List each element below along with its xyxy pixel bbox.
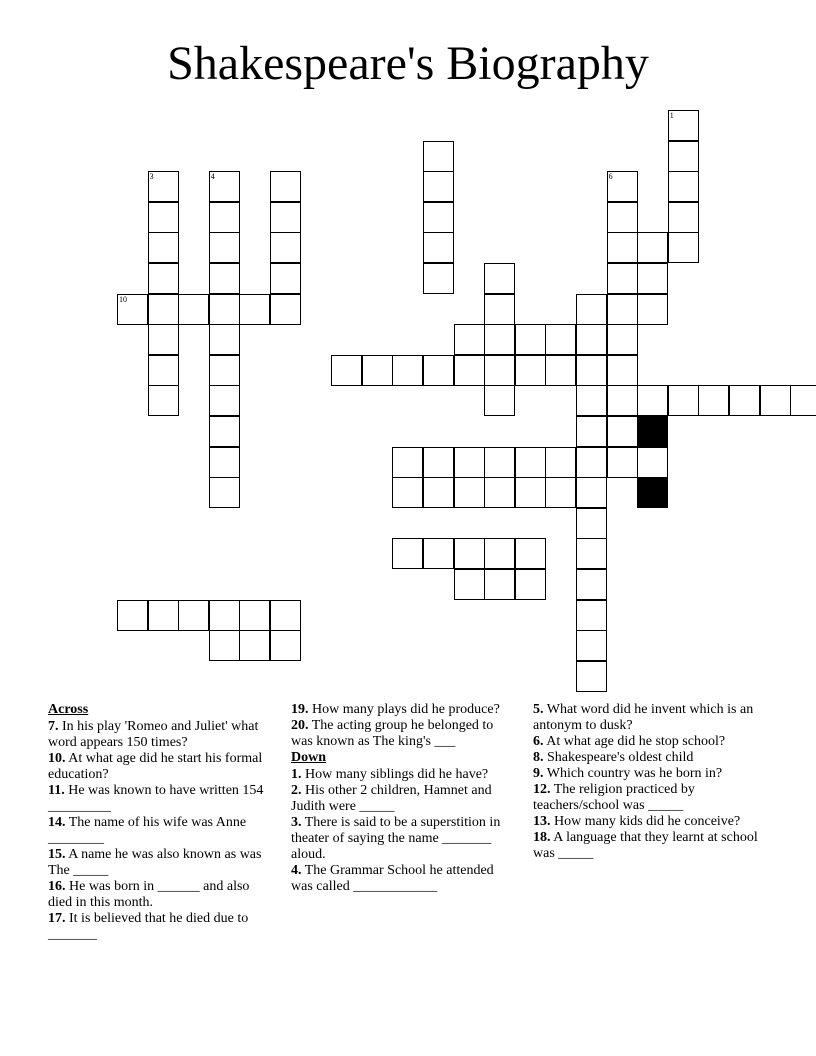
grid-cell[interactable] bbox=[209, 294, 240, 325]
grid-cell[interactable] bbox=[515, 569, 546, 600]
grid-cell[interactable] bbox=[270, 294, 301, 325]
grid-cell[interactable] bbox=[239, 600, 270, 631]
grid-cell[interactable] bbox=[209, 477, 240, 508]
grid-cell[interactable] bbox=[270, 171, 301, 202]
clue-across-20: 20. The acting group he belonged to was known as The king's ___ bbox=[291, 718, 494, 749]
grid-cell[interactable] bbox=[209, 324, 240, 355]
grid-cell[interactable] bbox=[423, 477, 454, 508]
grid-cell[interactable] bbox=[484, 569, 515, 600]
clue-across-15: 15. A name he was also known as was The _____ bbox=[48, 847, 262, 878]
grid-cell[interactable] bbox=[484, 263, 515, 294]
grid-cell[interactable] bbox=[454, 538, 485, 569]
grid-cell[interactable] bbox=[148, 263, 179, 294]
clue-column-2 bbox=[291, 702, 517, 895]
grid-cell[interactable] bbox=[668, 141, 699, 172]
grid-cell[interactable] bbox=[148, 294, 179, 325]
clue-across-17: 17. It is believed that he died due to _______ bbox=[48, 911, 249, 942]
grid-cell[interactable] bbox=[637, 385, 668, 416]
grid-cell[interactable] bbox=[423, 355, 454, 386]
grid-cell[interactable] bbox=[209, 600, 240, 631]
grid-cell[interactable] bbox=[515, 447, 546, 478]
grid-cell[interactable] bbox=[148, 232, 179, 263]
clue-number: 10 bbox=[119, 294, 127, 304]
clue-column-1 bbox=[48, 702, 274, 943]
grid-cell[interactable] bbox=[576, 324, 607, 355]
grid-cell[interactable] bbox=[607, 447, 638, 478]
grid-cell[interactable] bbox=[148, 171, 179, 202]
grid-cell[interactable] bbox=[515, 477, 546, 508]
grid-cell[interactable] bbox=[576, 355, 607, 386]
clue-down-13: 13. How many kids did he conceive? bbox=[533, 814, 741, 829]
grid-cell[interactable] bbox=[607, 232, 638, 263]
grid-cell[interactable] bbox=[607, 324, 638, 355]
grid-cell[interactable] bbox=[576, 447, 607, 478]
clue-down-18: 18. A language that they learnt at school was _____ bbox=[533, 830, 758, 861]
grid-cell[interactable] bbox=[637, 294, 668, 325]
grid-cell[interactable] bbox=[270, 600, 301, 631]
grid-cell[interactable] bbox=[515, 324, 546, 355]
grid-cell[interactable] bbox=[576, 477, 607, 508]
grid-cell[interactable] bbox=[668, 171, 699, 202]
grid-cell[interactable] bbox=[362, 355, 393, 386]
grid-cell[interactable] bbox=[729, 385, 760, 416]
clue-down-12: 12. The religion practiced by teachers/school was _____ bbox=[533, 782, 695, 813]
puzzle-title: Shakespeare's Biography bbox=[167, 37, 649, 90]
clue-number: 4 bbox=[210, 172, 215, 182]
grid-cell[interactable] bbox=[148, 202, 179, 233]
clue-number: 1 bbox=[669, 111, 674, 120]
grid-cell[interactable] bbox=[790, 385, 816, 416]
grid-cell[interactable] bbox=[484, 447, 515, 478]
grid-cell[interactable] bbox=[484, 477, 515, 508]
grid-cell[interactable] bbox=[423, 141, 454, 172]
clue-down-6: 6. At what age did he stop school? bbox=[533, 734, 726, 749]
clue-down-4: 4. The Grammar School he attended was called ____________ bbox=[291, 863, 494, 894]
grid-cell[interactable] bbox=[454, 477, 485, 508]
clue-number: 6 bbox=[608, 172, 613, 182]
grid-cell[interactable] bbox=[668, 385, 699, 416]
grid-cell[interactable] bbox=[209, 630, 240, 661]
grid-cell[interactable] bbox=[117, 294, 148, 325]
grid-cell[interactable] bbox=[484, 355, 515, 386]
clue-down-9: 9. Which country was he born in? bbox=[533, 766, 723, 781]
grid-cell[interactable] bbox=[270, 263, 301, 294]
grid-cell[interactable] bbox=[423, 447, 454, 478]
grid-cell[interactable] bbox=[607, 355, 638, 386]
grid-cell[interactable] bbox=[576, 600, 607, 631]
grid-cell[interactable] bbox=[178, 600, 209, 631]
grid-cell[interactable] bbox=[484, 294, 515, 325]
grid-cell[interactable] bbox=[607, 263, 638, 294]
grid-cell[interactable] bbox=[515, 538, 546, 569]
grid-cell[interactable] bbox=[484, 385, 515, 416]
clue-across-19: 19. How many plays did he produce? bbox=[291, 702, 500, 717]
grid-cell[interactable] bbox=[423, 232, 454, 263]
grid-cell[interactable] bbox=[148, 324, 179, 355]
grid-cell[interactable] bbox=[576, 661, 607, 692]
clue-across-14: 14. The name of his wife was Anne ________ bbox=[48, 815, 247, 846]
grid-cell[interactable] bbox=[545, 324, 576, 355]
grid-cell[interactable] bbox=[209, 355, 240, 386]
down-heading: Down bbox=[291, 750, 327, 765]
grid-cell[interactable] bbox=[576, 538, 607, 569]
grid-cell[interactable] bbox=[331, 355, 362, 386]
grid-cell[interactable] bbox=[209, 447, 240, 478]
grid-cell[interactable] bbox=[209, 416, 240, 447]
grid-cell[interactable] bbox=[576, 569, 607, 600]
blocked-cell bbox=[637, 477, 668, 508]
grid-cell[interactable] bbox=[607, 416, 638, 447]
grid-cell[interactable] bbox=[545, 477, 576, 508]
across-heading: Across bbox=[48, 702, 89, 717]
grid-cell[interactable] bbox=[607, 385, 638, 416]
clue-column-3 bbox=[533, 702, 759, 862]
grid-cell[interactable] bbox=[270, 232, 301, 263]
grid-cell[interactable] bbox=[576, 294, 607, 325]
grid-cell[interactable] bbox=[270, 202, 301, 233]
grid-cell[interactable] bbox=[607, 202, 638, 233]
grid-cell[interactable] bbox=[392, 355, 423, 386]
clue-across-10: 10. At what age did he start his formal education? bbox=[48, 751, 263, 782]
grid-cell[interactable] bbox=[178, 294, 209, 325]
grid-cell[interactable] bbox=[515, 355, 546, 386]
grid-cell[interactable] bbox=[148, 385, 179, 416]
grid-cell[interactable] bbox=[148, 355, 179, 386]
grid-cell[interactable] bbox=[209, 202, 240, 233]
grid-cell[interactable] bbox=[668, 110, 699, 141]
grid-cell[interactable] bbox=[637, 263, 668, 294]
grid-cell[interactable] bbox=[454, 324, 485, 355]
clue-down-5: 5. What word did he invent which is an antonym to dusk? bbox=[533, 702, 754, 733]
grid-cell[interactable] bbox=[117, 600, 148, 631]
grid-cell[interactable] bbox=[209, 263, 240, 294]
clue-across-16: 16. He was born in ______ and also died in this month. bbox=[48, 879, 250, 910]
grid-cell[interactable] bbox=[760, 385, 791, 416]
grid-cell[interactable] bbox=[454, 569, 485, 600]
grid-cell[interactable] bbox=[239, 630, 270, 661]
clue-across-7: 7. In his play 'Romeo and Juliet' what word appears 150 times? bbox=[48, 719, 259, 750]
grid-cell[interactable] bbox=[392, 477, 423, 508]
grid-cell[interactable] bbox=[698, 385, 729, 416]
grid-cell[interactable] bbox=[423, 538, 454, 569]
clue-down-2: 2. His other 2 children, Hamnet and Judith were _____ bbox=[291, 783, 492, 814]
grid-cell[interactable] bbox=[668, 202, 699, 233]
clue-across-11: 11. He was known to have written 154 _________ bbox=[48, 783, 264, 814]
grid-cell[interactable] bbox=[545, 447, 576, 478]
grid-cell[interactable] bbox=[392, 447, 423, 478]
grid-cell[interactable] bbox=[545, 355, 576, 386]
clue-number: 3 bbox=[149, 172, 154, 182]
clue-down-3: 3. There is said to be a superstition in theater of saying the name _______ aloud. bbox=[291, 815, 501, 862]
grid-cell[interactable] bbox=[423, 202, 454, 233]
grid-cell[interactable] bbox=[454, 447, 485, 478]
grid-cell[interactable] bbox=[607, 171, 638, 202]
blocked-cell bbox=[637, 416, 668, 447]
grid-cell[interactable] bbox=[484, 324, 515, 355]
grid-cell[interactable] bbox=[576, 630, 607, 661]
grid-cell[interactable] bbox=[607, 294, 638, 325]
grid-cell[interactable] bbox=[668, 232, 699, 263]
grid-cell[interactable] bbox=[637, 232, 668, 263]
grid-cell[interactable] bbox=[209, 385, 240, 416]
grid-cell[interactable] bbox=[270, 630, 301, 661]
clue-down-1: 1. How many siblings did he have? bbox=[291, 767, 489, 782]
grid-cell[interactable] bbox=[576, 385, 607, 416]
grid-cell[interactable] bbox=[209, 232, 240, 263]
grid-cell[interactable] bbox=[576, 508, 607, 539]
grid-cell[interactable] bbox=[239, 294, 270, 325]
clue-down-8: 8. Shakespeare's oldest child bbox=[533, 750, 694, 765]
grid-cell[interactable] bbox=[392, 538, 423, 569]
grid-cell[interactable] bbox=[423, 263, 454, 294]
grid-cell[interactable] bbox=[637, 447, 668, 478]
grid-cell[interactable] bbox=[484, 538, 515, 569]
grid-cell[interactable] bbox=[423, 171, 454, 202]
grid-cell[interactable] bbox=[576, 416, 607, 447]
grid-cell[interactable] bbox=[148, 600, 179, 631]
grid-cell[interactable] bbox=[209, 171, 240, 202]
grid-cell[interactable] bbox=[454, 355, 485, 386]
